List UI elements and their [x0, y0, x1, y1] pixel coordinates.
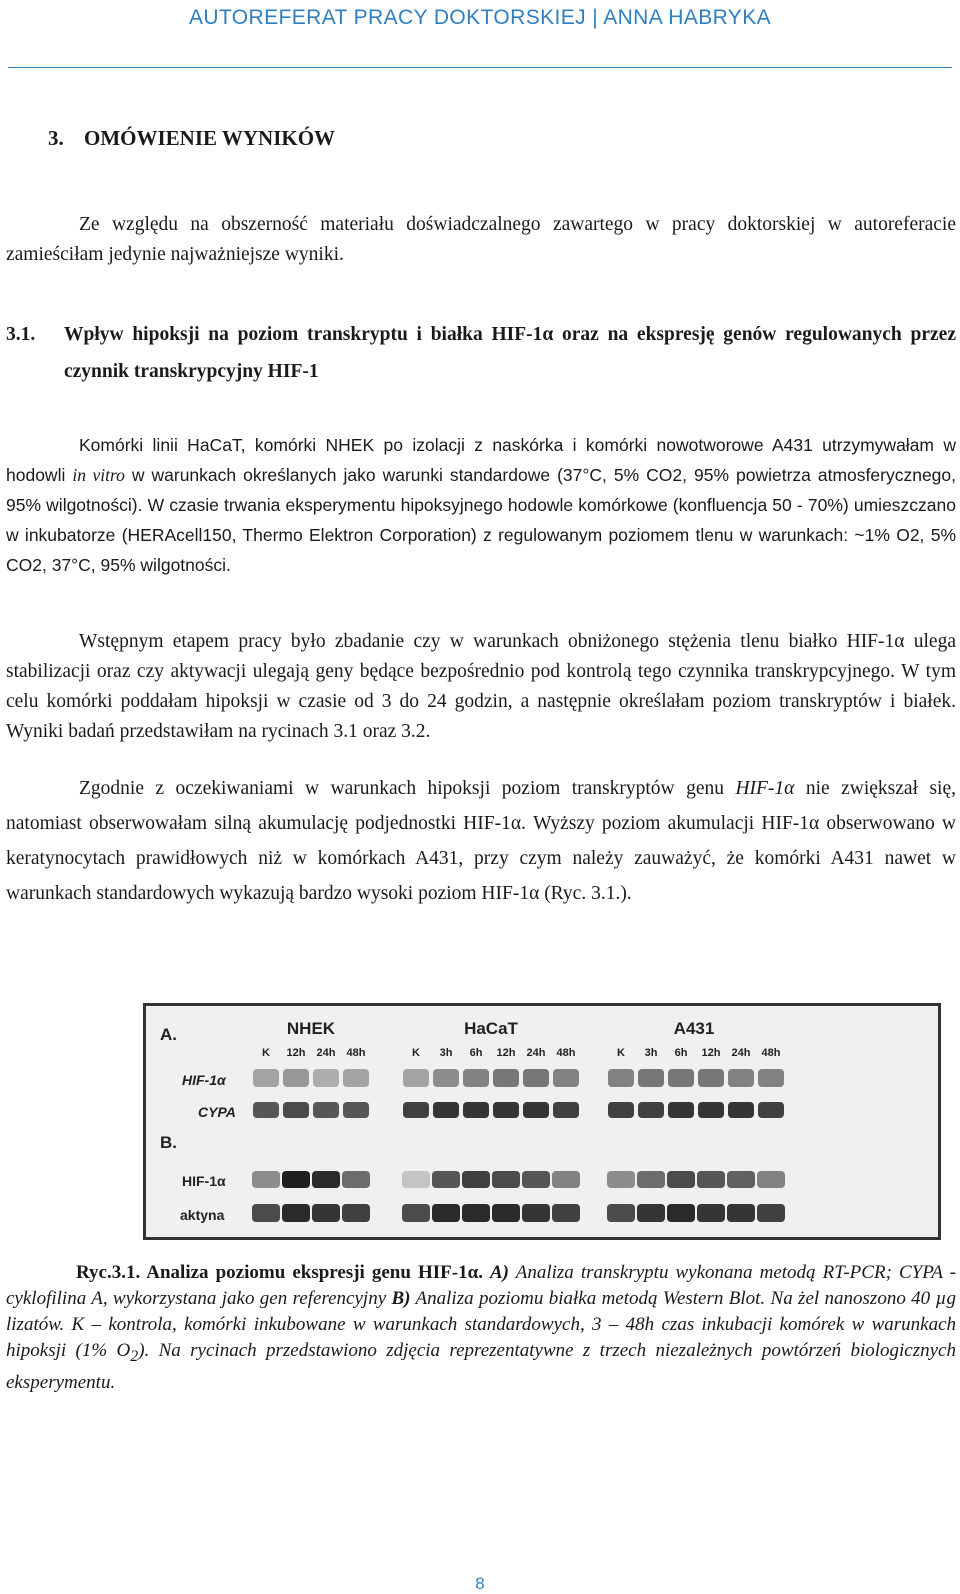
subsection-title: Wpływ hipoksji na poziom transkryptu i białka HIF-1α oraz na ekspresję genów regulowanych przez czynnik transkrypcyjny HIF-1 [64, 324, 956, 382]
intro-paragraph: Ze względu na obszerność materiału doświadczalnego zawartego w pracy doktorskiej w autoreferacie zamieściłam jedynie najważniejsze wyniki. [6, 214, 956, 265]
blot-band [522, 1171, 550, 1188]
lane-label: 12h [286, 1047, 306, 1059]
blot-band [637, 1204, 665, 1222]
blot-band [283, 1069, 309, 1087]
subsection-heading [6, 316, 956, 390]
blot-band [553, 1069, 579, 1087]
blot-image [146, 1006, 938, 1237]
blot-band [403, 1069, 429, 1087]
blot-band [282, 1204, 310, 1222]
blot-band [552, 1204, 580, 1222]
blot-band [758, 1069, 784, 1087]
page-number: 8 [475, 1574, 485, 1593]
blot-band [312, 1204, 340, 1222]
blot-band [553, 1102, 579, 1118]
blot-band [757, 1171, 785, 1188]
blot-band [607, 1204, 635, 1222]
blot-band [402, 1204, 430, 1222]
caption-a-text: Analiza transkryptu wykonana metodą RT-PCR; CYPA - cyklofilina A, wykorzystana jako gen referencyjny [6, 1262, 957, 1309]
section-heading [48, 126, 335, 151]
blot-band [523, 1069, 549, 1087]
blot-band [463, 1069, 489, 1087]
blot-band [343, 1102, 369, 1118]
blot-band [312, 1171, 340, 1188]
figure-western-blot [143, 1003, 941, 1240]
caption-end: ). Na rycinach przedstawiono zdjęcia reprezentatywne z trzech niezależnych powtórzeń biologicznych eksperymentu. [6, 1340, 956, 1393]
p1-in-vitro: in vitro [72, 465, 125, 485]
blot-band [313, 1069, 339, 1087]
blot-band [637, 1171, 665, 1188]
caption-a-label: A) [482, 1262, 510, 1283]
figure-caption [6, 1260, 956, 1396]
p1-text-c: w warunkach określanych jako warunki standardowe (37°C, 5% CO2, 95% powietrza atmosferycznego, 95% wilgotności). W czasie trwania eksperymentu hipoksyjnego hodowle komórkowe (konfluencja 50 - 70%) umieszczano w inkubatorze (HERAcell150, Thermo Elektron Corporation) z regulowanym poziomem tlenu w warunkach: ~1% O2, 5% CO2, 37°C, 95% wilgotności. [6, 465, 957, 575]
blot-band [342, 1171, 370, 1188]
row-label-b-hif: HIF-1α [182, 1173, 226, 1189]
subsection-number: 3.1. [6, 324, 36, 345]
blot-band [493, 1069, 519, 1087]
blot-band [697, 1204, 725, 1222]
blot-band [402, 1171, 430, 1188]
caption-b-text: Analiza poziomu białka metodą Western Blot. Na żel nanoszono 40 µg lizatów. K – kontrola, komórki inkubowane w warunkach standardowych, 3 – 48h czas inkubacji komórek w warunkach hipoksji (1% O [6, 1288, 956, 1361]
blot-band [432, 1171, 460, 1188]
blot-band [342, 1204, 370, 1222]
lane-label: 3h [439, 1047, 453, 1059]
lane-label: 3h [644, 1047, 658, 1059]
blot-band [313, 1102, 339, 1118]
group-name-hacat: HaCaT [464, 1019, 518, 1038]
p3-text-c: nie zwiększał się, natomiast obserwowałam silną akumulację podjednostki HIF-1α. Wyższy poziom akumulacji HIF-1α obserwowano w keratynocytach prawidłowych niż w komórkach A431, przy czym należy zauważyć, że komórki A431 nawet w warunkach standardowych wykazują bardzo wysoki poziom HIF-1α (Ryc. 3.1.). [6, 778, 956, 904]
lane-label: 48h [761, 1047, 781, 1059]
lane-label: 24h [731, 1047, 751, 1059]
p3-gene-name: HIF-1α [735, 778, 795, 799]
blot-band [343, 1069, 369, 1087]
blot-band [728, 1069, 754, 1087]
blot-band [493, 1102, 519, 1118]
lane-label: 12h [701, 1047, 721, 1059]
p1-text-a: Komórki linii HaCaT, komórki NHEK po izolacji z naskórka i komórki nowotworowe A431 utrzymywałam w hodowli [6, 435, 956, 485]
blot-band [462, 1171, 490, 1188]
paragraph-results [6, 771, 956, 911]
blot-band [282, 1171, 310, 1188]
blot-band [667, 1204, 695, 1222]
blot-band [492, 1204, 520, 1222]
paragraph-cell-culture [6, 430, 956, 580]
row-label-a-hif: HIF-1α [182, 1072, 226, 1088]
blot-band [727, 1204, 755, 1222]
blot-band [252, 1204, 280, 1222]
blot-band [698, 1069, 724, 1087]
lane-label: 24h [526, 1047, 546, 1059]
lane-label: 48h [556, 1047, 576, 1059]
blot-band [523, 1102, 549, 1118]
caption-b-label: B) [386, 1288, 411, 1309]
paragraph-aim: Wstępnym etapem pracy było zbadanie czy w warunkach obniżonego stężenia tlenu białko HIF-1α ulega stabilizacji oraz czy aktywacji ulegają geny będące bezpośrednio pod kontrolą tego czynnika transkrypcyjnego. W tym celu komórki poddałam hipoksji w czasie od 3 do 24 godzin, a następnie określałam poziom transkryptów i białek. Wyniki badań przedstawiłam na rycinach 3.1 oraz 3.2. [6, 631, 956, 742]
group-name-nhek: NHEK [286, 1019, 336, 1038]
section-number: 3. [48, 126, 64, 150]
blot-band [668, 1102, 694, 1118]
blot-band [252, 1171, 280, 1188]
blot-band [608, 1069, 634, 1087]
blot-band [697, 1171, 725, 1188]
blot-band [433, 1102, 459, 1118]
caption-lead: Ryc.3.1. Analiza poziomu ekspresji genu HIF-1α. [76, 1262, 483, 1283]
lane-label: 12h [496, 1047, 516, 1059]
blot-band [433, 1069, 459, 1087]
blot-band [667, 1171, 695, 1188]
blot-band [698, 1102, 724, 1118]
blot-band [758, 1102, 784, 1118]
blot-band [668, 1069, 694, 1087]
row-label-a-cypa: CYPA [198, 1104, 236, 1120]
blot-band [463, 1102, 489, 1118]
lane-label: 6h [469, 1047, 483, 1059]
blot-band [253, 1102, 279, 1118]
lane-label: 48h [346, 1047, 366, 1059]
blot-band [283, 1102, 309, 1118]
lane-label: K [262, 1047, 270, 1059]
lane-label: K [617, 1047, 625, 1059]
section-title: OMÓWIENIE WYNIKÓW [84, 126, 336, 150]
blot-band [432, 1204, 460, 1222]
blot-band [607, 1171, 635, 1188]
lane-label: K [412, 1047, 420, 1059]
caption-subscript: 2 [130, 1347, 139, 1365]
header-divider [8, 67, 952, 68]
blot-band [757, 1204, 785, 1222]
group-name-a431: A431 [673, 1019, 715, 1038]
row-label-b-actin: aktyna [180, 1207, 225, 1223]
running-header: AUTOREFERAT PRACY DOKTORSKIEJ | ANNA HABRYKA [188, 6, 772, 29]
blot-band [608, 1102, 634, 1118]
lane-label: 6h [674, 1047, 688, 1059]
blot-band [552, 1171, 580, 1188]
blot-band [522, 1204, 550, 1222]
panel-b-label: B. [160, 1133, 177, 1152]
blot-band [403, 1102, 429, 1118]
blot-band [492, 1171, 520, 1188]
p3-text-a: Zgodnie z oczekiwaniami w warunkach hipoksji poziom transkryptów genu [79, 778, 736, 799]
blot-band [638, 1102, 664, 1118]
panel-a-label: A. [160, 1025, 177, 1044]
blot-band [462, 1204, 490, 1222]
blot-band [638, 1069, 664, 1087]
lane-label: 24h [316, 1047, 336, 1059]
blot-band [728, 1102, 754, 1118]
blot-band [253, 1069, 279, 1087]
blot-band [727, 1171, 755, 1188]
